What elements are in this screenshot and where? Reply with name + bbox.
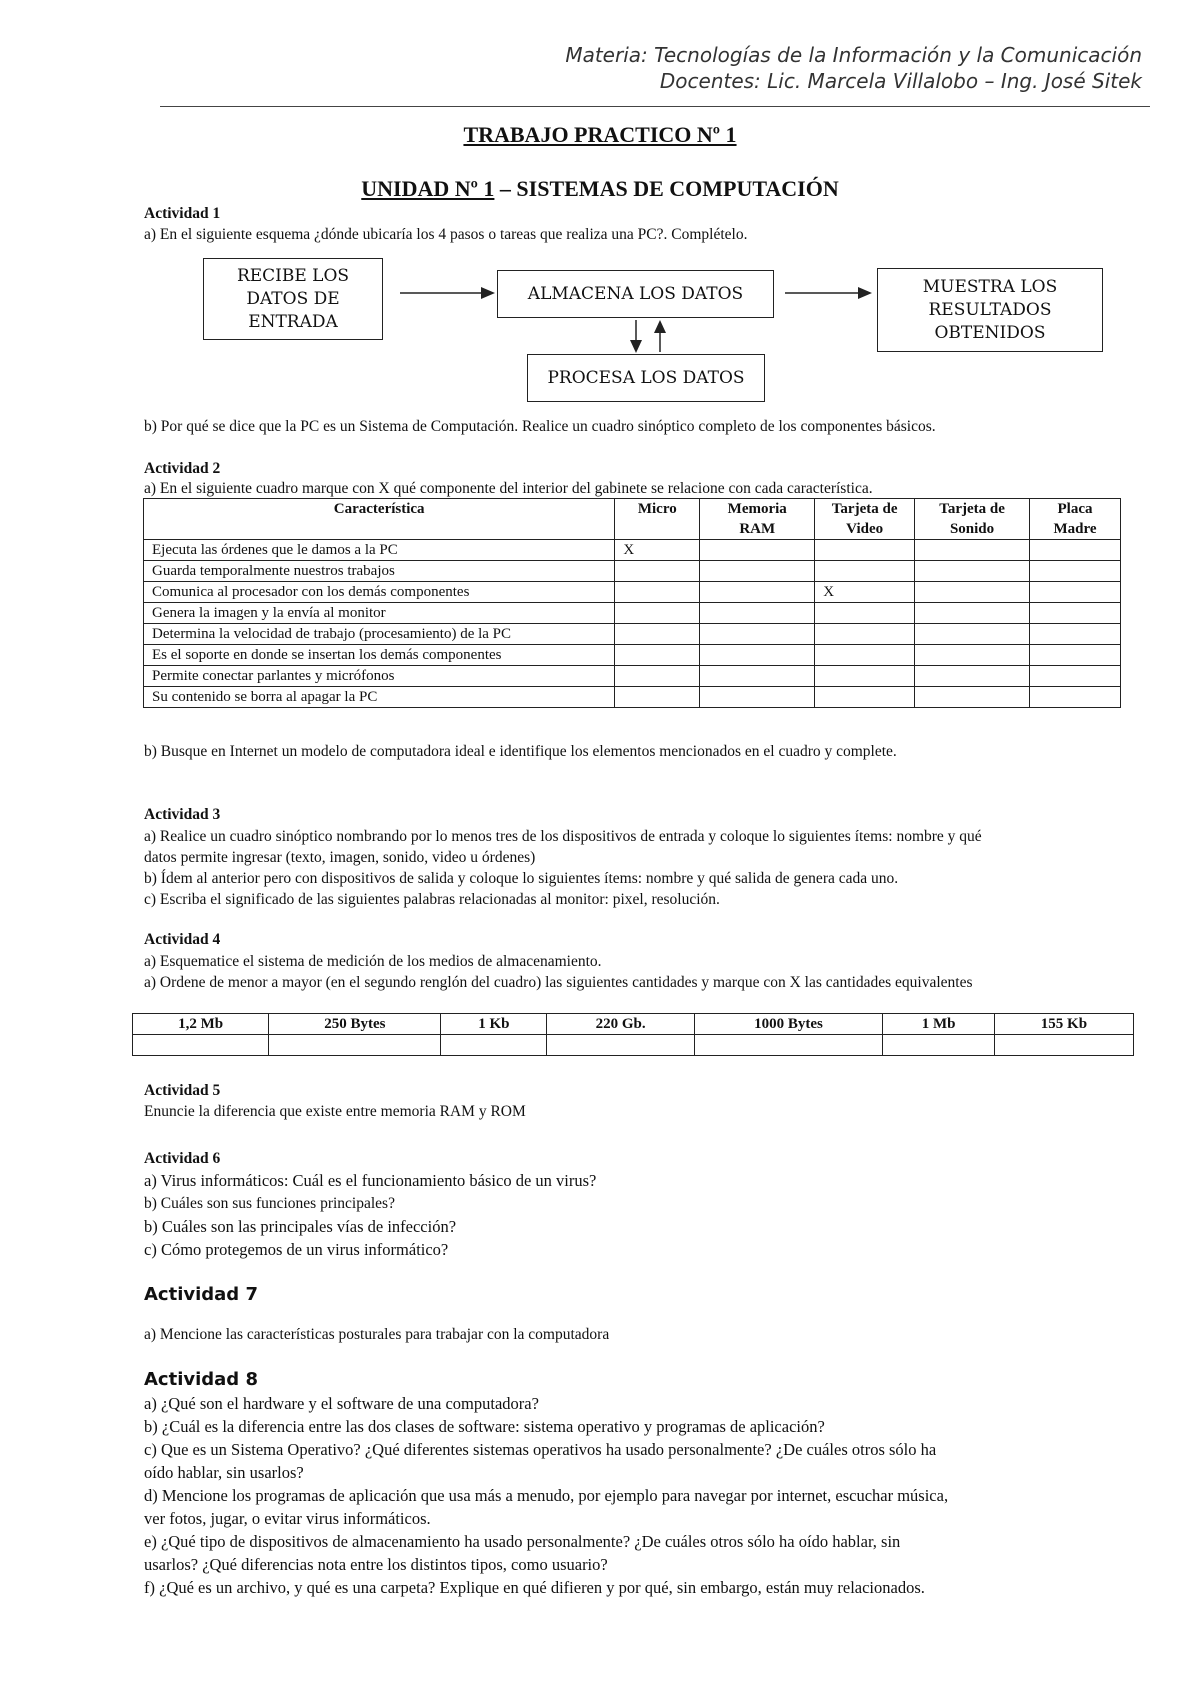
act6-item: b) Cuáles son las principales vías de infección? xyxy=(144,1217,457,1236)
cell-micro[interactable] xyxy=(615,645,700,666)
cell-video[interactable] xyxy=(815,603,915,624)
act6-item: c) Cómo protegemos de un virus informático? xyxy=(144,1240,449,1259)
row-label: Permite conectar parlantes y micrófonos xyxy=(144,666,615,687)
col-video: Tarjeta de Video xyxy=(815,499,915,540)
cell-micro[interactable]: X xyxy=(615,540,700,561)
quantity-cell: 1,2 Mb xyxy=(133,1014,269,1035)
cell-sonido[interactable] xyxy=(915,666,1030,687)
cell-micro[interactable] xyxy=(615,687,700,708)
act3-question-a1: a) Realice un cuadro sinóptico nombrando por lo menos tres de los dispositivos de entrada y coloque lo siguientes ítems: nombre y qué xyxy=(144,828,982,845)
cell-ram[interactable] xyxy=(700,603,815,624)
act4-question-b: a) Ordene de menor a mayor (en el segundo renglón del cuadro) las siguientes cantidades y marque con X las cantidades equivalentes xyxy=(144,974,973,991)
arrow-head-2 xyxy=(858,287,872,299)
page-title: TRABAJO PRACTICO Nº 1 xyxy=(463,122,737,147)
cell-micro[interactable] xyxy=(615,603,700,624)
components-table xyxy=(143,498,1121,708)
unit-prefix: UNIDAD Nº 1 xyxy=(361,176,495,201)
answer-cell[interactable] xyxy=(269,1035,441,1056)
cell-ram[interactable] xyxy=(700,540,815,561)
cell-sonido[interactable] xyxy=(915,645,1030,666)
cell-sonido[interactable] xyxy=(915,624,1030,645)
act4-heading: Actividad 4 xyxy=(144,931,221,948)
table-row xyxy=(144,603,1121,624)
quantity-cell: 1000 Bytes xyxy=(694,1014,883,1035)
row-label: Comunica al procesador con los demás componentes xyxy=(144,582,615,603)
components-header-row xyxy=(144,499,1121,540)
col-micro: Micro xyxy=(615,499,700,540)
act8-line: b) ¿Cuál es la diferencia entre las dos clases de software: sistema operativo y programas de aplicación? xyxy=(144,1417,825,1436)
answer-cell[interactable] xyxy=(994,1035,1133,1056)
cell-placa[interactable] xyxy=(1030,666,1121,687)
cell-ram[interactable] xyxy=(700,561,815,582)
quantity-cell: 250 Bytes xyxy=(269,1014,441,1035)
box-almacena: ALMACENA LOS DATOS xyxy=(497,270,774,318)
cell-sonido[interactable] xyxy=(915,582,1030,603)
table-row xyxy=(144,666,1121,687)
act5-heading: Actividad 5 xyxy=(144,1082,221,1099)
col-caracteristica: Característica xyxy=(144,499,615,540)
row-label: Su contenido se borra al apagar la PC xyxy=(144,687,615,708)
answer-cell[interactable] xyxy=(883,1035,995,1056)
cell-video[interactable] xyxy=(815,687,915,708)
cell-sonido[interactable] xyxy=(915,687,1030,708)
cell-placa[interactable] xyxy=(1030,645,1121,666)
act2-question-a: a) En el siguiente cuadro marque con X qué componente del interior del gabinete se relacione con cada característica. xyxy=(144,480,873,497)
quantities-table xyxy=(132,1013,1134,1056)
box-muestra: MUESTRA LOS RESULTADOS OBTENIDOS xyxy=(877,268,1103,352)
act6-item: a) Virus informáticos: Cuál es el funcionamiento básico de un virus? xyxy=(144,1171,597,1190)
act3-heading: Actividad 3 xyxy=(144,806,221,823)
act7-heading: Actividad 7 xyxy=(144,1284,258,1305)
table-row xyxy=(144,561,1121,582)
answer-cell[interactable] xyxy=(441,1035,547,1056)
act6-item: b) Cuáles son sus funciones principales? xyxy=(144,1195,395,1212)
act2-heading: Actividad 2 xyxy=(144,460,221,477)
act3-question-c: c) Escriba el significado de las siguientes palabras relacionadas al monitor: pixel, resolución. xyxy=(144,891,720,908)
act8-line: d) Mencione los programas de aplicación que usa más a menudo, por ejemplo para navegar por internet, escuchar música, xyxy=(144,1486,949,1505)
cell-placa[interactable] xyxy=(1030,624,1121,645)
cell-video[interactable] xyxy=(815,540,915,561)
quantities-answer-row xyxy=(133,1035,1134,1056)
unit-rest: – SISTEMAS DE COMPUTACIÓN xyxy=(494,176,839,201)
cell-micro[interactable] xyxy=(615,582,700,603)
cell-placa[interactable] xyxy=(1030,561,1121,582)
act2-question-b: b) Busque en Internet un modelo de computadora ideal e identifique los elementos mencionados en el cuadro y complete. xyxy=(144,743,897,760)
act8-line: e) ¿Qué tipo de dispositivos de almacenamiento ha usado personalmente? ¿De cuáles otros sólo ha oído hablar, sin xyxy=(144,1532,901,1551)
cell-micro[interactable] xyxy=(615,561,700,582)
row-label: Genera la imagen y la envía al monitor xyxy=(144,603,615,624)
quantity-cell: 220 Gb. xyxy=(547,1014,694,1035)
act8-heading: Actividad 8 xyxy=(144,1369,258,1390)
cell-placa[interactable] xyxy=(1030,687,1121,708)
act8-line: a) ¿Qué son el hardware y el software de una computadora? xyxy=(144,1394,539,1413)
cell-placa[interactable] xyxy=(1030,603,1121,624)
cell-video[interactable] xyxy=(815,645,915,666)
act4-question-a: a) Esquematice el sistema de medición de los medios de almacenamiento. xyxy=(144,953,602,970)
act1-heading: Actividad 1 xyxy=(144,205,221,222)
quantity-cell: 1 Kb xyxy=(441,1014,547,1035)
table-row xyxy=(144,582,1121,603)
cell-micro[interactable] xyxy=(615,624,700,645)
cell-video[interactable] xyxy=(815,624,915,645)
act8-line: c) Que es un Sistema Operativo? ¿Qué diferentes sistemas operativos ha usado personalmente? ¿De cuáles otros sólo ha xyxy=(144,1440,937,1459)
act3-question-a2: datos permite ingresar (texto, imagen, sonido, video u órdenes) xyxy=(144,849,536,866)
act1-question-b: b) Por qué se dice que la PC es un Sistema de Computación. Realice un cuadro sinóptico completo de los componentes básicos. xyxy=(144,418,936,435)
col-ram: Memoria RAM xyxy=(700,499,815,540)
col-sonido: Tarjeta de Sonido xyxy=(915,499,1030,540)
table-row xyxy=(144,687,1121,708)
box-procesa: PROCESA LOS DATOS xyxy=(527,354,765,402)
cell-video[interactable]: X xyxy=(815,582,915,603)
table-row xyxy=(144,645,1121,666)
table-row xyxy=(144,540,1121,561)
arrow-head-4 xyxy=(654,320,666,333)
quantities-header-row xyxy=(133,1014,1134,1035)
act6-heading: Actividad 6 xyxy=(144,1150,221,1167)
cell-placa[interactable] xyxy=(1030,582,1121,603)
flow-arrows xyxy=(0,0,1200,420)
act5-text: Enuncie la diferencia que existe entre memoria RAM y ROM xyxy=(144,1103,526,1120)
answer-cell[interactable] xyxy=(694,1035,883,1056)
subject-header: Materia: Tecnologías de la Información y la Comunicación xyxy=(565,43,1142,67)
act8-line: ver fotos, jugar, o evitar virus informáticos. xyxy=(144,1509,431,1528)
table-row xyxy=(144,624,1121,645)
cell-video[interactable] xyxy=(815,666,915,687)
arrow-head-3 xyxy=(630,340,642,353)
quantity-cell: 1 Mb xyxy=(883,1014,995,1035)
cell-ram[interactable] xyxy=(700,582,815,603)
act8-line: usarlos? ¿Qué diferencias nota entre los distintos tipos, como usuario? xyxy=(144,1555,608,1574)
row-label: Guarda temporalmente nuestros trabajos xyxy=(144,561,615,582)
row-label: Determina la velocidad de trabajo (procesamiento) de la PC xyxy=(144,624,615,645)
act8-line: f) ¿Qué es un archivo, y qué es una carpeta? Explique en qué difieren y por qué, sin embargo, están muy relacionados. xyxy=(144,1578,925,1597)
cell-sonido[interactable] xyxy=(915,540,1030,561)
cell-video[interactable] xyxy=(815,561,915,582)
col-placa: Placa Madre xyxy=(1030,499,1121,540)
act8-line: oído hablar, sin usarlos? xyxy=(144,1463,304,1482)
cell-sonido[interactable] xyxy=(915,561,1030,582)
answer-cell[interactable] xyxy=(547,1035,694,1056)
answer-cell[interactable] xyxy=(133,1035,269,1056)
act3-question-b: b) Ídem al anterior pero con dispositivos de salida y coloque lo siguientes ítems: nombre y qué salida de genera cada uno. xyxy=(144,870,899,887)
cell-sonido[interactable] xyxy=(915,603,1030,624)
row-label: Es el soporte en donde se insertan los demás componentes xyxy=(144,645,615,666)
quantity-cell: 155 Kb xyxy=(994,1014,1133,1035)
cell-ram[interactable] xyxy=(700,645,815,666)
cell-micro[interactable] xyxy=(615,666,700,687)
cell-ram[interactable] xyxy=(700,666,815,687)
row-label: Ejecuta las órdenes que le damos a la PC xyxy=(144,540,615,561)
cell-ram[interactable] xyxy=(700,624,815,645)
teachers-header: Docentes: Lic. Marcela Villalobo – Ing. José Sitek xyxy=(659,69,1142,93)
arrow-head-1 xyxy=(481,287,495,299)
cell-ram[interactable] xyxy=(700,687,815,708)
act7-question-a: a) Mencione las características posturales para trabajar con la computadora xyxy=(144,1326,610,1343)
act1-question-a: a) En el siguiente esquema ¿dónde ubicaría los 4 pasos o tareas que realiza una PC?. Complételo. xyxy=(144,226,748,243)
box-recibe: RECIBE LOS DATOS DE ENTRADA xyxy=(203,258,383,340)
cell-placa[interactable] xyxy=(1030,540,1121,561)
